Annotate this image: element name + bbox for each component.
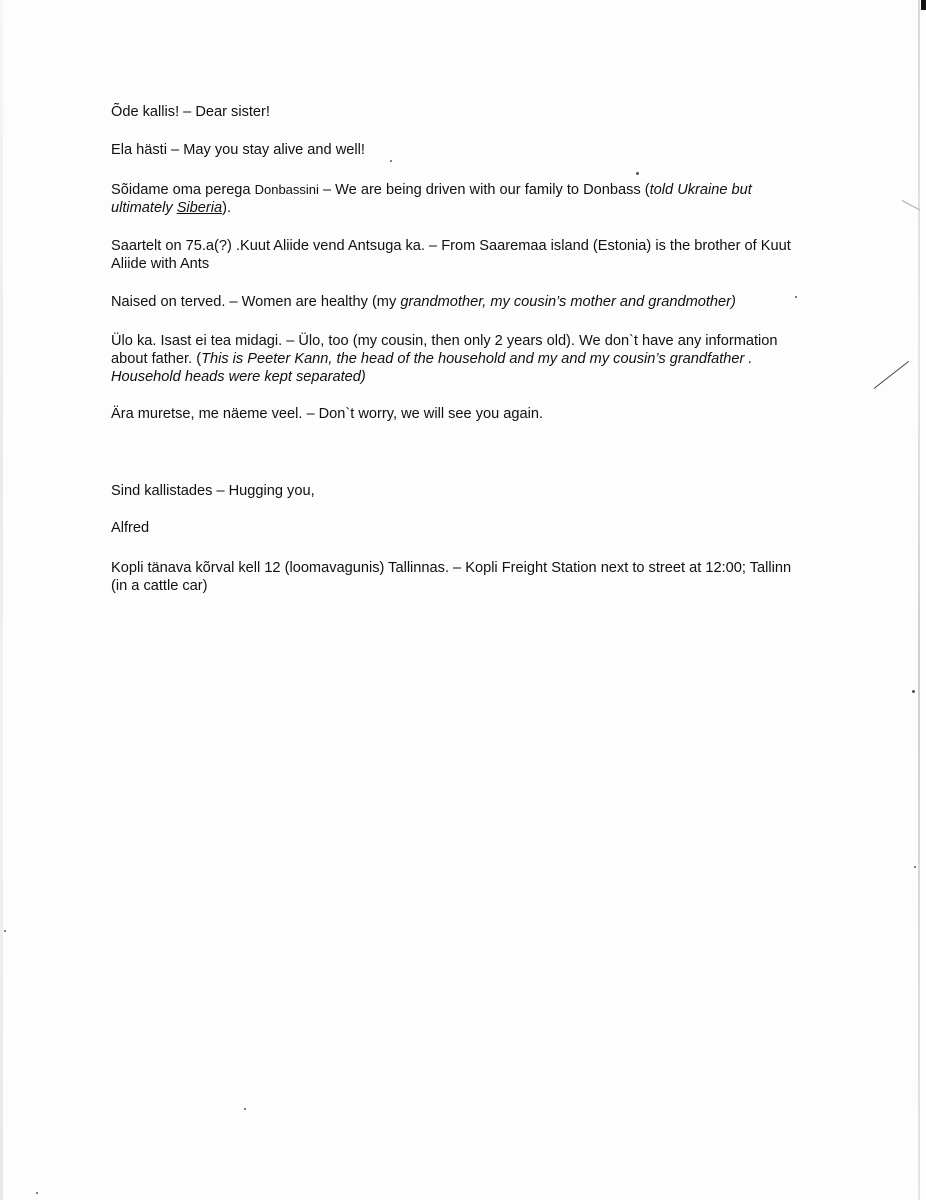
- scan-speck: [636, 172, 639, 175]
- scan-right-edge: [918, 0, 920, 1200]
- scan-speck: [244, 1108, 246, 1110]
- driven-suffix: ).: [222, 200, 232, 216]
- driven-place: Donbassini: [254, 182, 319, 197]
- greeting-line: [111, 103, 831, 121]
- women-paragraph: [111, 293, 831, 311]
- scan-speck: [4, 930, 6, 932]
- ulo-paragraph: [111, 332, 811, 386]
- driven-note: told Ukraine but ultimately: [111, 182, 752, 216]
- scan-speck: [912, 690, 915, 693]
- driven-paragraph: [111, 181, 801, 217]
- closing-line: [111, 482, 831, 500]
- women-note: grandmother, my cousin’s mother and grandmother): [400, 294, 736, 310]
- wish-text: Ela hästi – May you stay alive and well!: [111, 142, 365, 158]
- scan-speck: [36, 1192, 38, 1194]
- scan-scratch: [874, 361, 909, 389]
- kopli-text: Kopli tänava kõrval kell 12 (loomavagunis) Tallinnas. – Kopli Freight Station next to street at 12:00; Tallinn (in a cattle car): [111, 560, 792, 594]
- kopli-paragraph: [111, 559, 801, 595]
- scan-speck: [914, 866, 916, 868]
- dont-worry-text: Ära muretse, me näeme veel. – Don`t worry, we will see you again.: [111, 406, 544, 422]
- scan-speck: [390, 160, 392, 162]
- signature-text: Alfred: [111, 520, 150, 536]
- scan-left-edge: [0, 0, 3, 1200]
- scan-speck: [795, 296, 797, 298]
- closing-text: Sind kallistades – Hugging you,: [111, 483, 315, 499]
- ulo-prefix: Ülo ka. Isast ei tea midagi. – Ülo, too (my cousin, then only 2 years old). We don`t have any information about father. (: [111, 333, 778, 367]
- greeting-text: Õde kallis! – Dear sister!: [111, 104, 270, 120]
- ulo-note: This is Peeter Kann, the head of the household and my and my cousin’s grandfather . Household heads were kept separated): [111, 351, 753, 385]
- saaremaa-paragraph: [111, 237, 823, 273]
- driven-middle: – We are being driven with our family to Donbass (: [318, 182, 650, 198]
- signature-line: [111, 519, 831, 537]
- wish-line: [111, 141, 831, 159]
- driven-note-siberia: Siberia: [176, 200, 223, 216]
- driven-prefix: Sõidame oma perega: [111, 182, 255, 198]
- scan-corner-mark: [921, 0, 926, 10]
- women-prefix: Naised on terved. – Women are healthy (my: [111, 294, 401, 310]
- saaremaa-text: Saartelt on 75.a(?) .Kuut Aliide vend Antsuga ka. – From Saaremaa island (Estonia) is the brother of Kuut Aliide with Ants: [111, 238, 791, 272]
- dont-worry-line: [111, 405, 831, 423]
